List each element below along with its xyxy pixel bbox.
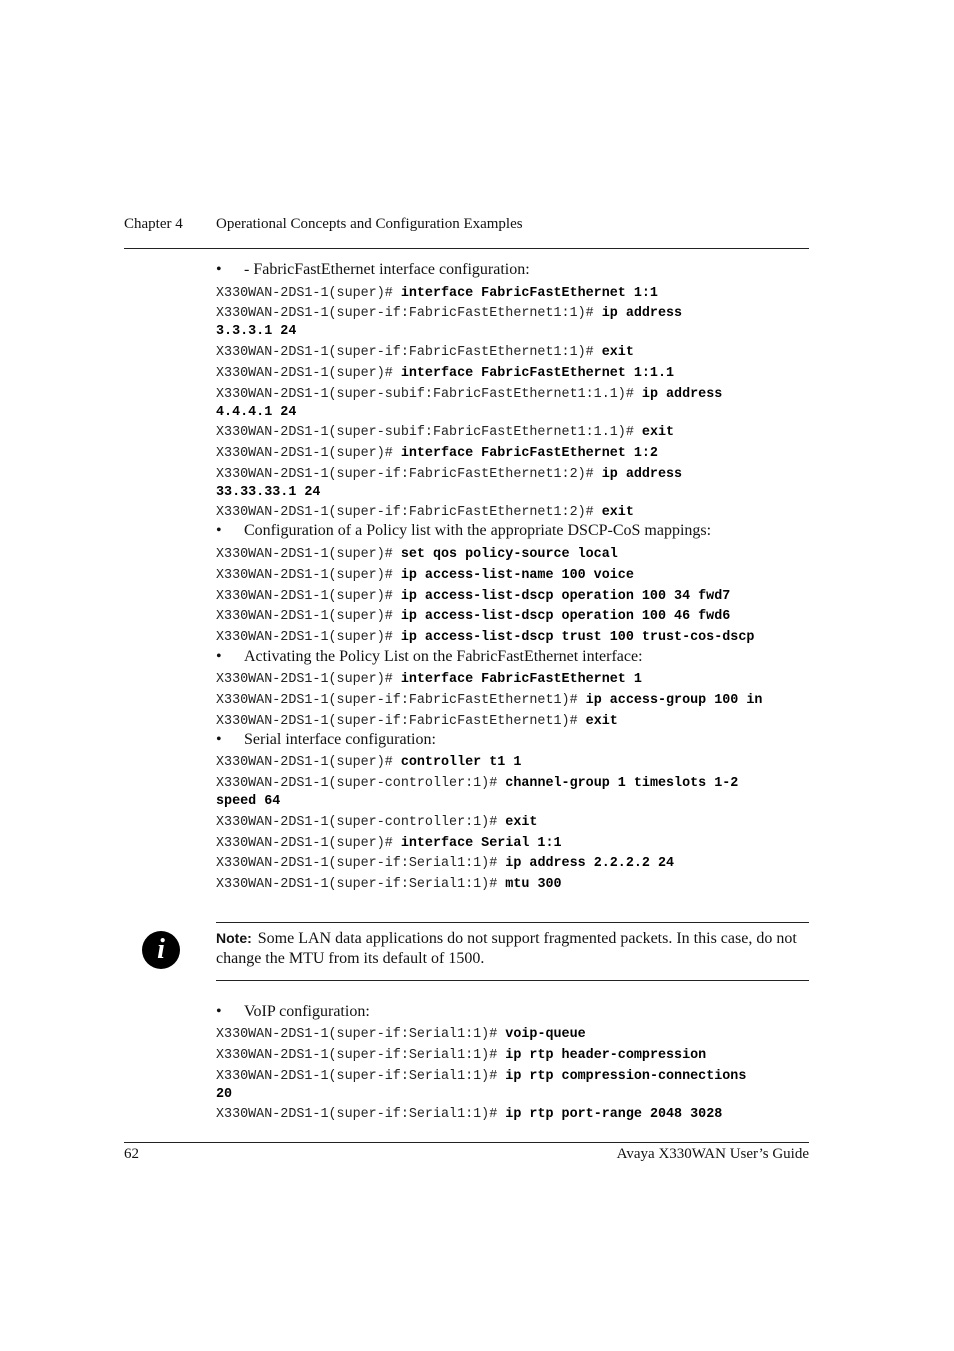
cli-prompt: X330WAN-2DS1-1(super)# bbox=[216, 446, 401, 461]
cli-command: ip rtp header-compression bbox=[505, 1048, 707, 1063]
cli-prompt: X330WAN-2DS1-1(super)# bbox=[216, 568, 401, 583]
cli-prompt: X330WAN-2DS1-1(super-if:FabricFastEthernet1:1)# bbox=[216, 306, 602, 321]
cli-command-continuation: speed 64 bbox=[216, 794, 281, 809]
cli-prompt: X330WAN-2DS1-1(super-if:Serial1:1)# bbox=[216, 1027, 506, 1042]
page-header bbox=[124, 216, 809, 249]
command-line bbox=[216, 504, 634, 522]
note-text: Some LAN data applications do not support fragmented packets. In this case, do not change the MTU from its default of 1500. bbox=[216, 930, 797, 967]
command-line bbox=[216, 692, 762, 710]
command-line bbox=[216, 365, 674, 383]
bullet-item bbox=[216, 731, 436, 749]
cli-command: ip address bbox=[601, 467, 683, 482]
cli-prompt: X330WAN-2DS1-1(super-if:FabricFastEthernet1:1)# bbox=[216, 345, 602, 360]
cli-command-continuation: 3.3.3.1 24 bbox=[216, 324, 297, 339]
cli-command: interface Serial 1:1 bbox=[400, 836, 562, 851]
cli-prompt: X330WAN-2DS1-1(super-subif:FabricFastEthernet1:1.1)# bbox=[216, 425, 642, 440]
cli-command: controller t1 1 bbox=[400, 755, 522, 770]
cli-prompt: X330WAN-2DS1-1(super-if:FabricFastEthernet1)# bbox=[216, 693, 586, 708]
book-title: Avaya X330WAN User’s Guide bbox=[616, 1146, 809, 1162]
cli-prompt: X330WAN-2DS1-1(super)# bbox=[216, 609, 401, 624]
bullet-marker: • bbox=[216, 261, 222, 278]
cli-prompt: X330WAN-2DS1-1(super)# bbox=[216, 836, 401, 851]
cli-command: channel-group 1 timeslots 1-2 bbox=[505, 776, 739, 791]
cli-prompt: X330WAN-2DS1-1(super-controller:1)# bbox=[216, 776, 506, 791]
bullet-item bbox=[216, 261, 530, 279]
cli-prompt: X330WAN-2DS1-1(super-if:Serial1:1)# bbox=[216, 1107, 506, 1122]
command-line bbox=[216, 466, 682, 502]
cli-prompt: X330WAN-2DS1-1(super-if:Serial1:1)# bbox=[216, 1048, 506, 1063]
info-icon: i bbox=[142, 931, 180, 969]
cli-prompt: X330WAN-2DS1-1(super)# bbox=[216, 589, 401, 604]
note-divider-bottom bbox=[216, 980, 809, 981]
command-line bbox=[216, 1068, 746, 1104]
cli-command: ip access-group 100 in bbox=[585, 693, 763, 708]
command-line bbox=[216, 835, 562, 853]
bullet-item bbox=[216, 1003, 370, 1021]
cli-prompt: X330WAN-2DS1-1(super)# bbox=[216, 547, 401, 562]
cli-command: interface FabricFastEthernet 1:1 bbox=[400, 286, 658, 301]
cli-prompt: X330WAN-2DS1-1(super-if:Serial1:1)# bbox=[216, 856, 506, 871]
cli-command: ip access-list-dscp trust 100 trust-cos-dscp bbox=[400, 630, 755, 645]
command-line bbox=[216, 608, 730, 626]
command-line bbox=[216, 344, 634, 362]
bullet-text: Configuration of a Policy list with the appropriate DSCP-CoS mappings: bbox=[244, 522, 712, 539]
cli-command: voip-queue bbox=[505, 1027, 586, 1042]
bullet-text: - FabricFastEthernet interface configuration: bbox=[244, 261, 530, 278]
cli-command-continuation: 33.33.33.1 24 bbox=[216, 485, 321, 500]
bullet-marker: • bbox=[216, 731, 222, 748]
command-line bbox=[216, 567, 634, 585]
command-line bbox=[216, 445, 658, 463]
cli-command-continuation: 20 bbox=[216, 1087, 233, 1102]
command-line bbox=[216, 1047, 706, 1065]
cli-command: exit bbox=[585, 714, 618, 729]
cli-prompt: X330WAN-2DS1-1(super-if:FabricFastEthernet1)# bbox=[216, 714, 586, 729]
command-line bbox=[216, 546, 618, 564]
note-box bbox=[216, 928, 811, 969]
command-line bbox=[216, 285, 658, 303]
command-line bbox=[216, 814, 537, 832]
chapter-label: Chapter 4 bbox=[124, 216, 183, 232]
bullet-marker: • bbox=[216, 648, 222, 665]
command-line bbox=[216, 775, 738, 811]
command-line bbox=[216, 305, 682, 341]
cli-command: ip address 2.2.2.2 24 bbox=[505, 856, 675, 871]
cli-command-continuation: 4.4.4.1 24 bbox=[216, 405, 297, 420]
command-line bbox=[216, 588, 730, 606]
command-line bbox=[216, 754, 521, 772]
cli-prompt: X330WAN-2DS1-1(super-controller:1)# bbox=[216, 815, 506, 830]
cli-command: exit bbox=[601, 345, 634, 360]
cli-command: interface FabricFastEthernet 1:1.1 bbox=[400, 366, 675, 381]
command-line bbox=[216, 855, 674, 873]
command-line bbox=[216, 671, 642, 689]
cli-command: ip address bbox=[601, 306, 683, 321]
cli-prompt: X330WAN-2DS1-1(super)# bbox=[216, 286, 401, 301]
page-number: 62 bbox=[124, 1146, 139, 1162]
cli-command: exit bbox=[505, 815, 538, 830]
chapter-title: Operational Concepts and Configuration Examples bbox=[216, 216, 523, 232]
cli-prompt: X330WAN-2DS1-1(super-if:Serial1:1)# bbox=[216, 877, 506, 892]
page-footer bbox=[124, 1142, 809, 1167]
cli-command: mtu 300 bbox=[505, 877, 562, 892]
command-line bbox=[216, 876, 562, 894]
cli-command: ip rtp compression-connections bbox=[505, 1069, 747, 1084]
cli-command: ip address bbox=[641, 387, 723, 402]
command-line bbox=[216, 713, 618, 731]
cli-prompt: X330WAN-2DS1-1(super-if:Serial1:1)# bbox=[216, 1069, 506, 1084]
cli-command: ip access-list-dscp operation 100 46 fwd6 bbox=[400, 609, 731, 624]
cli-prompt: X330WAN-2DS1-1(super)# bbox=[216, 366, 401, 381]
cli-command: interface FabricFastEthernet 1:2 bbox=[400, 446, 658, 461]
cli-command: ip access-list-dscp operation 100 34 fwd7 bbox=[400, 589, 731, 604]
cli-prompt: X330WAN-2DS1-1(super)# bbox=[216, 630, 401, 645]
cli-prompt: X330WAN-2DS1-1(super-if:FabricFastEthernet1:2)# bbox=[216, 505, 602, 520]
cli-command: exit bbox=[601, 505, 634, 520]
cli-prompt: X330WAN-2DS1-1(super-if:FabricFastEthernet1:2)# bbox=[216, 467, 602, 482]
cli-prompt: X330WAN-2DS1-1(super-subif:FabricFastEthernet1:1.1)# bbox=[216, 387, 642, 402]
bullet-item bbox=[216, 522, 711, 540]
cli-command: set qos policy-source local bbox=[400, 547, 618, 562]
cli-command: ip access-list-name 100 voice bbox=[400, 568, 634, 583]
cli-prompt: X330WAN-2DS1-1(super)# bbox=[216, 755, 401, 770]
bullet-text: Serial interface configuration: bbox=[244, 731, 436, 748]
note-label: Note: bbox=[216, 930, 252, 946]
cli-command: interface FabricFastEthernet 1 bbox=[400, 672, 642, 687]
bullet-text: VoIP configuration: bbox=[244, 1003, 370, 1020]
bullet-marker: • bbox=[216, 1003, 222, 1020]
bullet-marker: • bbox=[216, 522, 222, 539]
command-line bbox=[216, 1106, 722, 1124]
cli-command: exit bbox=[641, 425, 675, 440]
command-line bbox=[216, 629, 754, 647]
cli-prompt: X330WAN-2DS1-1(super)# bbox=[216, 672, 401, 687]
bullet-text: Activating the Policy List on the FabricFastEthernet interface: bbox=[244, 648, 643, 665]
command-line bbox=[216, 1026, 586, 1044]
note-divider-top bbox=[216, 922, 809, 923]
bullet-item bbox=[216, 648, 643, 666]
command-line bbox=[216, 424, 674, 442]
cli-command: ip rtp port-range 2048 3028 bbox=[505, 1107, 723, 1122]
command-line bbox=[216, 386, 722, 422]
